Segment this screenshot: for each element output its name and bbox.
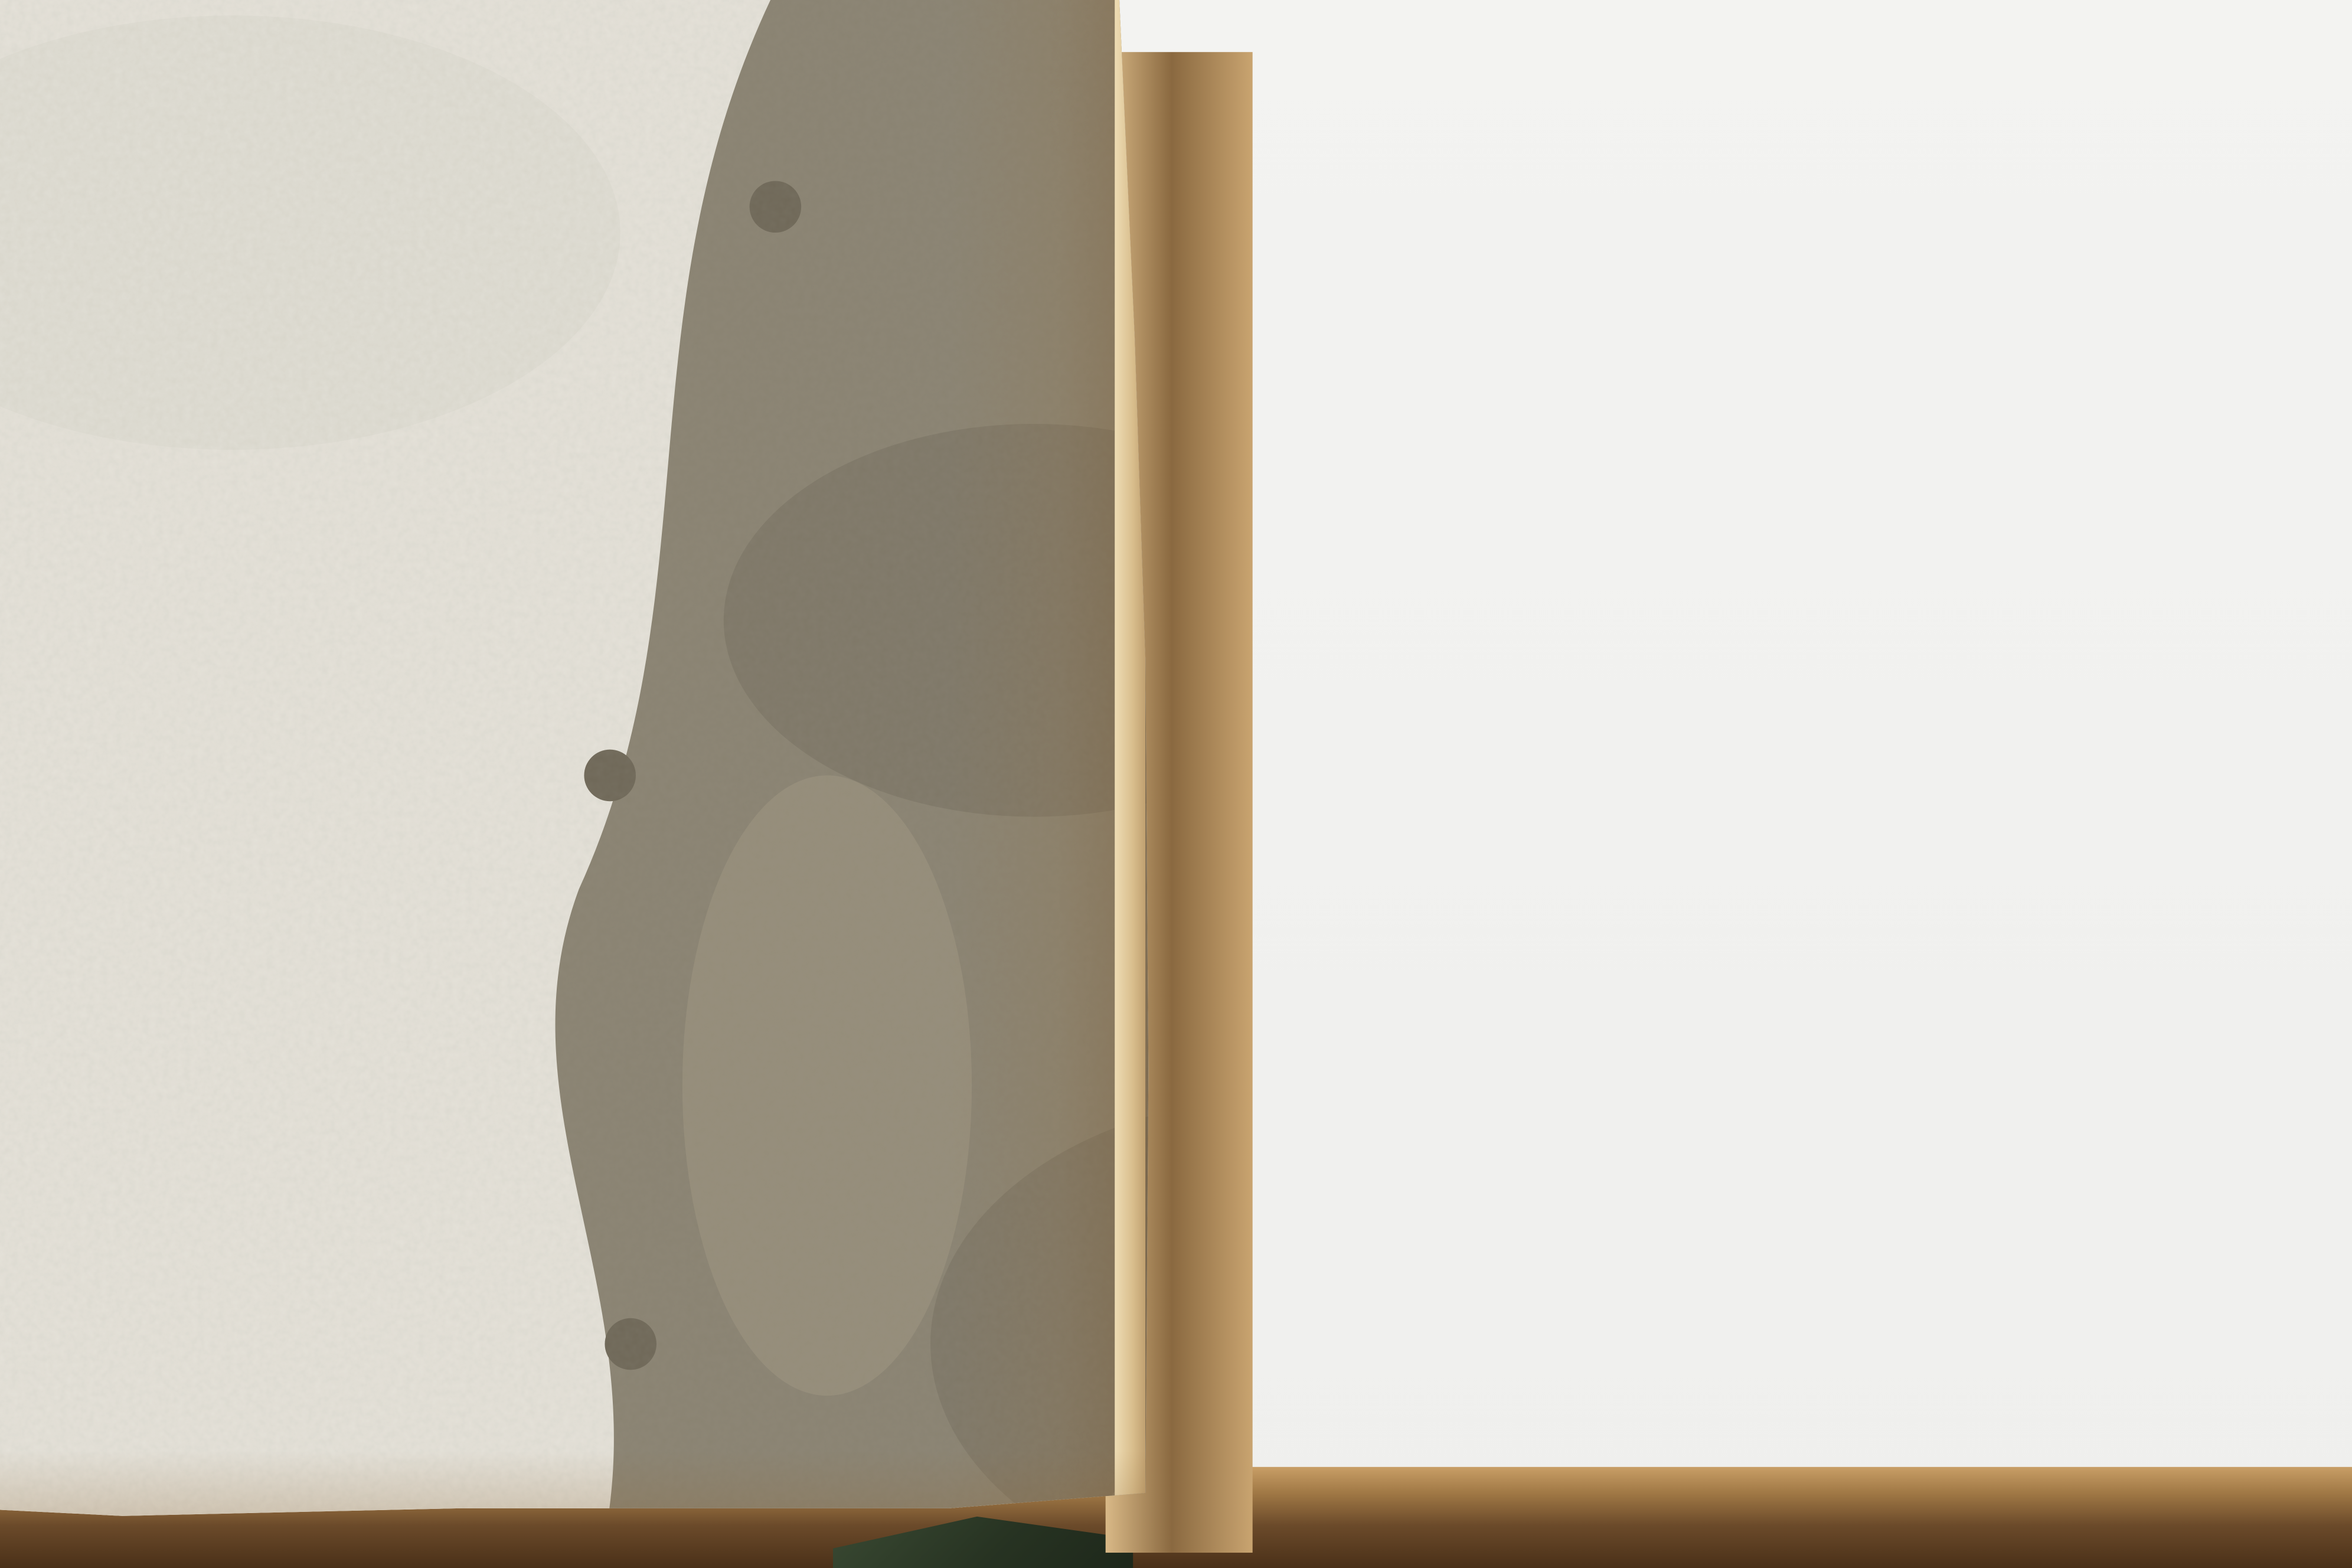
green-cloth-cover-corner — [833, 1513, 1133, 1568]
town-buildings — [1866, 135, 2295, 1568]
